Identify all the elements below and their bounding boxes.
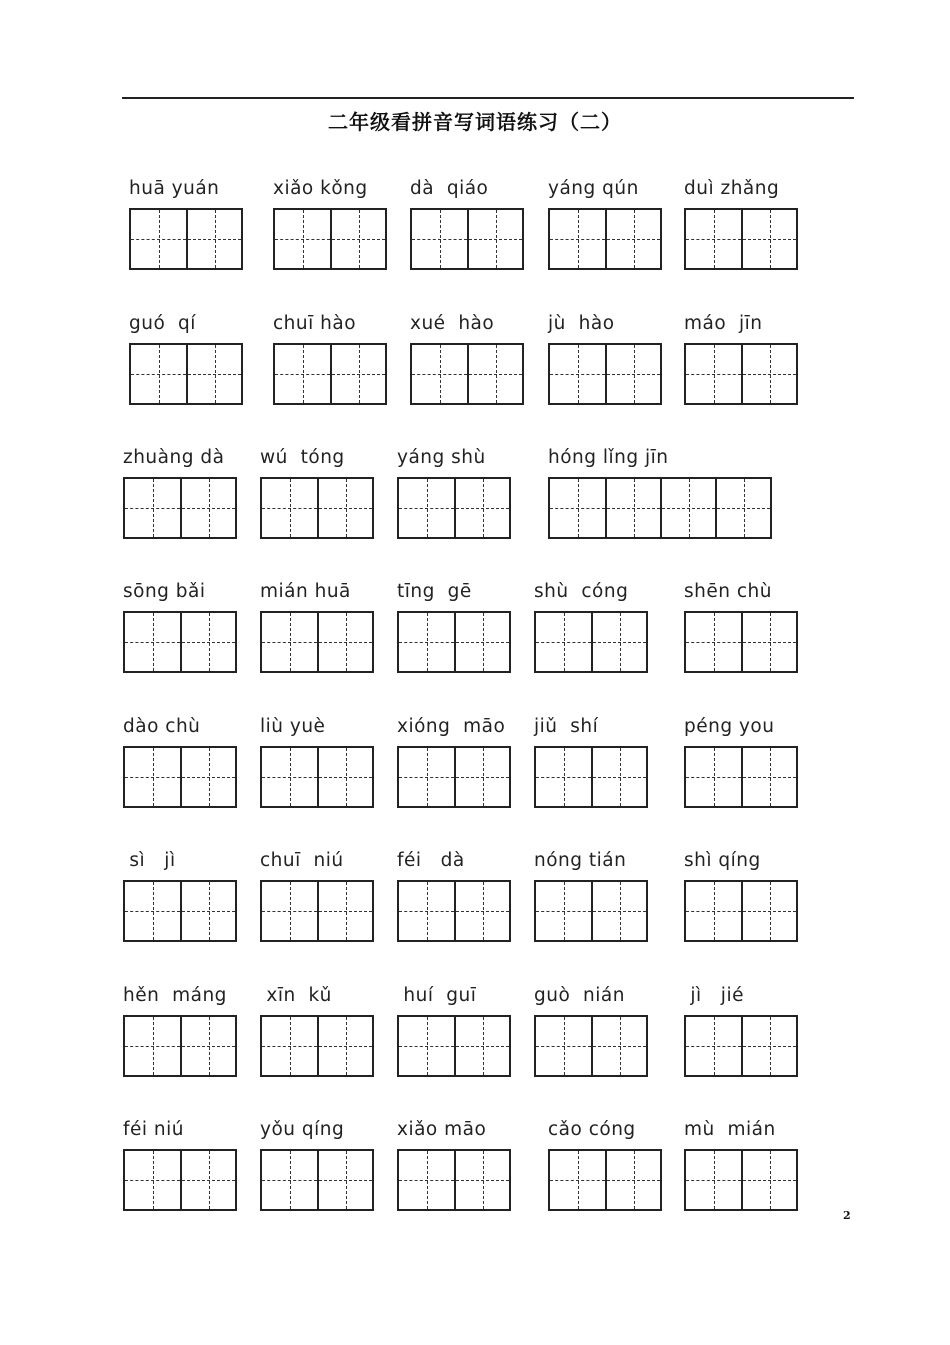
writing-grid (548, 343, 662, 405)
character-box[interactable] (467, 345, 522, 403)
page-number: 2 (843, 1209, 851, 1222)
character-box[interactable] (686, 613, 741, 671)
pinyin-label: féi niú (123, 1119, 185, 1140)
writing-grid (397, 611, 511, 673)
character-box[interactable] (317, 479, 372, 537)
writing-grid (548, 477, 772, 539)
character-box[interactable] (412, 210, 467, 268)
character-box[interactable] (275, 345, 330, 403)
character-box[interactable] (317, 1017, 372, 1075)
pinyin-label: huí guī (397, 985, 477, 1006)
pinyin-label: sì jì (123, 850, 176, 871)
pinyin-label: jiǔ shí (534, 716, 599, 737)
writing-grid (534, 746, 648, 808)
header-rule (122, 97, 854, 99)
character-box[interactable] (317, 748, 372, 806)
character-box[interactable] (467, 210, 522, 268)
character-box[interactable] (262, 1017, 317, 1075)
character-box[interactable] (125, 882, 180, 940)
pinyin-label: zhuàng dà (123, 447, 225, 468)
pinyin-label: huā yuán (129, 178, 220, 199)
character-box[interactable] (550, 345, 605, 403)
writing-grid (534, 611, 648, 673)
pinyin-label: chuī hào (273, 313, 357, 334)
writing-grid (410, 343, 524, 405)
character-box[interactable] (550, 479, 605, 537)
writing-grid (410, 208, 524, 270)
character-box[interactable] (180, 1151, 235, 1209)
character-box[interactable] (399, 882, 454, 940)
writing-grid (260, 1015, 374, 1077)
character-box[interactable] (454, 882, 509, 940)
pinyin-label: shì qíng (684, 850, 761, 871)
character-box[interactable] (125, 1017, 180, 1075)
character-box[interactable] (741, 210, 796, 268)
character-box[interactable] (317, 882, 372, 940)
writing-grid (397, 880, 511, 942)
pinyin-label: shù cóng (534, 581, 629, 602)
character-box[interactable] (262, 613, 317, 671)
writing-grid (129, 208, 243, 270)
pinyin-label: guò nián (534, 985, 625, 1006)
writing-grid (260, 880, 374, 942)
character-box[interactable] (330, 345, 385, 403)
pinyin-label: hóng lǐng jīn (548, 447, 669, 468)
character-box[interactable] (591, 613, 646, 671)
writing-grid (548, 1149, 662, 1211)
character-box[interactable] (741, 1017, 796, 1075)
character-box[interactable] (591, 1017, 646, 1075)
character-box[interactable] (536, 882, 591, 940)
pinyin-label: dào chù (123, 716, 201, 737)
character-box[interactable] (454, 613, 509, 671)
writing-grid (260, 1149, 374, 1211)
character-box[interactable] (399, 613, 454, 671)
pinyin-label: yǒu qíng (260, 1119, 345, 1140)
writing-grid (684, 611, 798, 673)
pinyin-label: jù hào (548, 313, 615, 334)
character-box[interactable] (262, 748, 317, 806)
writing-grid (397, 746, 511, 808)
character-box[interactable] (125, 479, 180, 537)
character-box[interactable] (399, 1017, 454, 1075)
pinyin-label: shēn chù (684, 581, 772, 602)
writing-grid (684, 208, 798, 270)
worksheet-title: 二年级看拼音写词语练习（二） (328, 110, 622, 134)
character-box[interactable] (741, 748, 796, 806)
character-box[interactable] (715, 479, 770, 537)
character-box[interactable] (262, 882, 317, 940)
character-box[interactable] (131, 210, 186, 268)
character-box[interactable] (741, 882, 796, 940)
writing-grid (273, 208, 387, 270)
character-box[interactable] (180, 613, 235, 671)
pinyin-label: tīng gē (397, 581, 472, 602)
character-box[interactable] (536, 1017, 591, 1075)
pinyin-label: dà qiáo (410, 178, 489, 199)
character-box[interactable] (686, 1151, 741, 1209)
pinyin-label: jì jié (684, 985, 744, 1006)
character-box[interactable] (317, 613, 372, 671)
pinyin-label: mù mián (684, 1119, 776, 1140)
writing-grid (273, 343, 387, 405)
character-box[interactable] (262, 1151, 317, 1209)
writing-grid (123, 880, 237, 942)
writing-grid (684, 1015, 798, 1077)
writing-grid (129, 343, 243, 405)
character-box[interactable] (330, 210, 385, 268)
writing-grid (397, 1015, 511, 1077)
pinyin-label: péng you (684, 716, 775, 737)
character-box[interactable] (686, 345, 741, 403)
writing-grid (397, 1149, 511, 1211)
character-box[interactable] (536, 613, 591, 671)
character-box[interactable] (454, 748, 509, 806)
character-box[interactable] (741, 613, 796, 671)
character-box[interactable] (741, 345, 796, 403)
writing-grid (123, 1149, 237, 1211)
pinyin-label: wú tóng (260, 447, 345, 468)
pinyin-label: xiǎo kǒng (273, 178, 368, 199)
character-box[interactable] (186, 210, 241, 268)
writing-grid (123, 1015, 237, 1077)
writing-grid (260, 477, 374, 539)
pinyin-label: cǎo cóng (548, 1119, 636, 1140)
pinyin-label: chuī niú (260, 850, 344, 871)
pinyin-label: sōng bǎi (123, 581, 206, 602)
character-box[interactable] (131, 345, 186, 403)
writing-grid (123, 477, 237, 539)
pinyin-label: féi dà (397, 850, 465, 871)
writing-grid (534, 880, 648, 942)
pinyin-label: nóng tián (534, 850, 627, 871)
character-box[interactable] (180, 1017, 235, 1075)
character-box[interactable] (125, 1151, 180, 1209)
character-box[interactable] (454, 1151, 509, 1209)
pinyin-label: hěn máng (123, 985, 227, 1006)
character-box[interactable] (275, 210, 330, 268)
pinyin-label: mián huā (260, 581, 351, 602)
character-box[interactable] (399, 479, 454, 537)
pinyin-label: yáng qún (548, 178, 639, 199)
character-box[interactable] (399, 748, 454, 806)
writing-grid (123, 746, 237, 808)
character-box[interactable] (591, 882, 646, 940)
writing-grid (684, 880, 798, 942)
character-box[interactable] (591, 748, 646, 806)
pinyin-label: xué hào (410, 313, 495, 334)
character-box[interactable] (550, 1151, 605, 1209)
character-box[interactable] (550, 210, 605, 268)
character-box[interactable] (399, 1151, 454, 1209)
character-box[interactable] (605, 1151, 660, 1209)
character-box[interactable] (605, 479, 660, 537)
writing-grid (123, 611, 237, 673)
character-box[interactable] (454, 1017, 509, 1075)
writing-grid (548, 208, 662, 270)
character-box[interactable] (180, 748, 235, 806)
character-box[interactable] (686, 748, 741, 806)
character-box[interactable] (180, 479, 235, 537)
pinyin-label: xiǎo māo (397, 1119, 487, 1140)
writing-grid (260, 746, 374, 808)
character-box[interactable] (412, 345, 467, 403)
character-box[interactable] (536, 748, 591, 806)
pinyin-label: yáng shù (397, 447, 486, 468)
pinyin-label: xīn kǔ (260, 985, 332, 1006)
character-box[interactable] (125, 613, 180, 671)
pinyin-label: liù yuè (260, 716, 326, 737)
character-box[interactable] (660, 479, 715, 537)
character-box[interactable] (605, 210, 660, 268)
writing-grid (260, 611, 374, 673)
character-box[interactable] (317, 1151, 372, 1209)
pinyin-label: duì zhǎng (684, 178, 780, 199)
writing-grid (684, 746, 798, 808)
pinyin-label: máo jīn (684, 313, 763, 334)
character-box[interactable] (125, 748, 180, 806)
character-box[interactable] (262, 479, 317, 537)
writing-grid (397, 477, 511, 539)
character-box[interactable] (686, 882, 741, 940)
writing-grid (534, 1015, 648, 1077)
character-box[interactable] (686, 210, 741, 268)
character-box[interactable] (454, 479, 509, 537)
character-box[interactable] (741, 1151, 796, 1209)
character-box[interactable] (605, 345, 660, 403)
pinyin-label: guó qí (129, 313, 196, 334)
pinyin-label: xióng māo (397, 716, 506, 737)
character-box[interactable] (686, 1017, 741, 1075)
character-box[interactable] (180, 882, 235, 940)
character-box[interactable] (186, 345, 241, 403)
writing-grid (684, 1149, 798, 1211)
writing-grid (684, 343, 798, 405)
